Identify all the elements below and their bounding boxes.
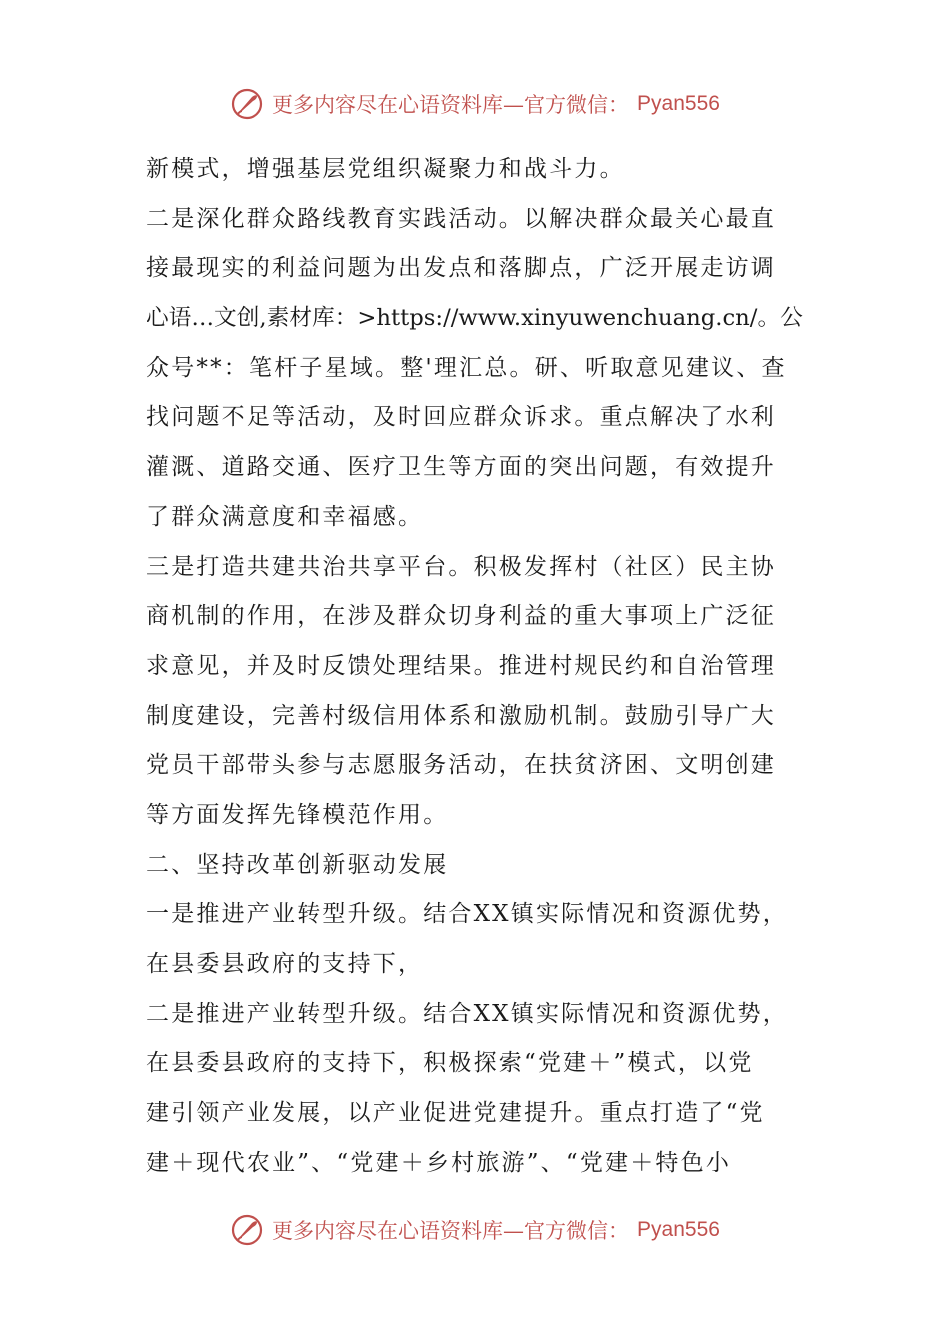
text-line: 商机制的作用，在涉及群众切身利益的重大事项上广泛征 <box>146 603 776 630</box>
text-line: 了群众满意度和幸福感。 <box>146 503 424 530</box>
text-line: 二是推进产业转型升级。结合XX镇实际情况和资源优势， <box>146 1000 788 1027</box>
footer-banner <box>0 1208 950 1252</box>
text-line: 二是深化群众路线教育实践活动。以解决群众最关心最直 <box>146 205 776 232</box>
pen-feather-icon <box>230 87 264 121</box>
banner-text: 更多内容尽在心语资料库—官方微信： <box>272 93 630 117</box>
text-line: 三是打造共建共治共享平台。积极发挥村（社区）民主协 <box>146 553 776 580</box>
text-line: 灌溉、道路交通、医疗卫生等方面的突出问题，有效提升 <box>146 454 776 481</box>
document-body <box>146 145 806 1188</box>
text-line: 求意见，并及时反馈处理结果。推进村规民约和自治管理 <box>146 652 776 679</box>
text-line: 建引领产业发展，以产业促进党建提升。重点打造了“党 <box>146 1100 765 1127</box>
text-line: 接最现实的利益问题为出发点和落脚点，广泛开展走访调 <box>146 255 776 282</box>
header-banner <box>0 82 950 126</box>
section-heading: 二、坚持改革创新驱动发展 <box>146 851 449 878</box>
text-line: 等方面发挥先锋模范作用。 <box>146 801 449 828</box>
text-line: 制度建设，完善村级信用体系和激励机制。鼓励引导广大 <box>146 702 776 729</box>
banner-text: 更多内容尽在心语资料库—官方微信： <box>272 1219 630 1243</box>
text-line: 心语…文创,素材库：>https://www.xinyuwenchuang.cn/。公 <box>146 305 803 332</box>
wechat-id: Pyan556 <box>637 92 720 115</box>
pen-feather-icon <box>230 1213 264 1247</box>
text-line: 建＋现代农业”、“党建＋乡村旅游”、“党建＋特色小 <box>146 1149 732 1176</box>
text-line: 找问题不足等活动，及时回应群众诉求。重点解决了水利 <box>146 404 776 431</box>
text-line: 在县委县政府的支持下， <box>146 951 424 977</box>
text-line: 在县委县政府的支持下，积极探索“党建＋”模式，以党 <box>146 1050 754 1077</box>
text-line: 新模式，增强基层党组织凝聚力和战斗力。 <box>146 156 625 182</box>
wechat-id: Pyan556 <box>637 1218 720 1241</box>
text-line: 一是推进产业转型升级。结合XX镇实际情况和资源优势， <box>146 901 788 928</box>
text-line: 众号**：笔杆子星域。整'理汇总。研、听取意见建议、查 <box>146 354 787 381</box>
text-line: 党员干部带头参与志愿服务活动，在扶贫济困、文明创建 <box>146 752 776 779</box>
